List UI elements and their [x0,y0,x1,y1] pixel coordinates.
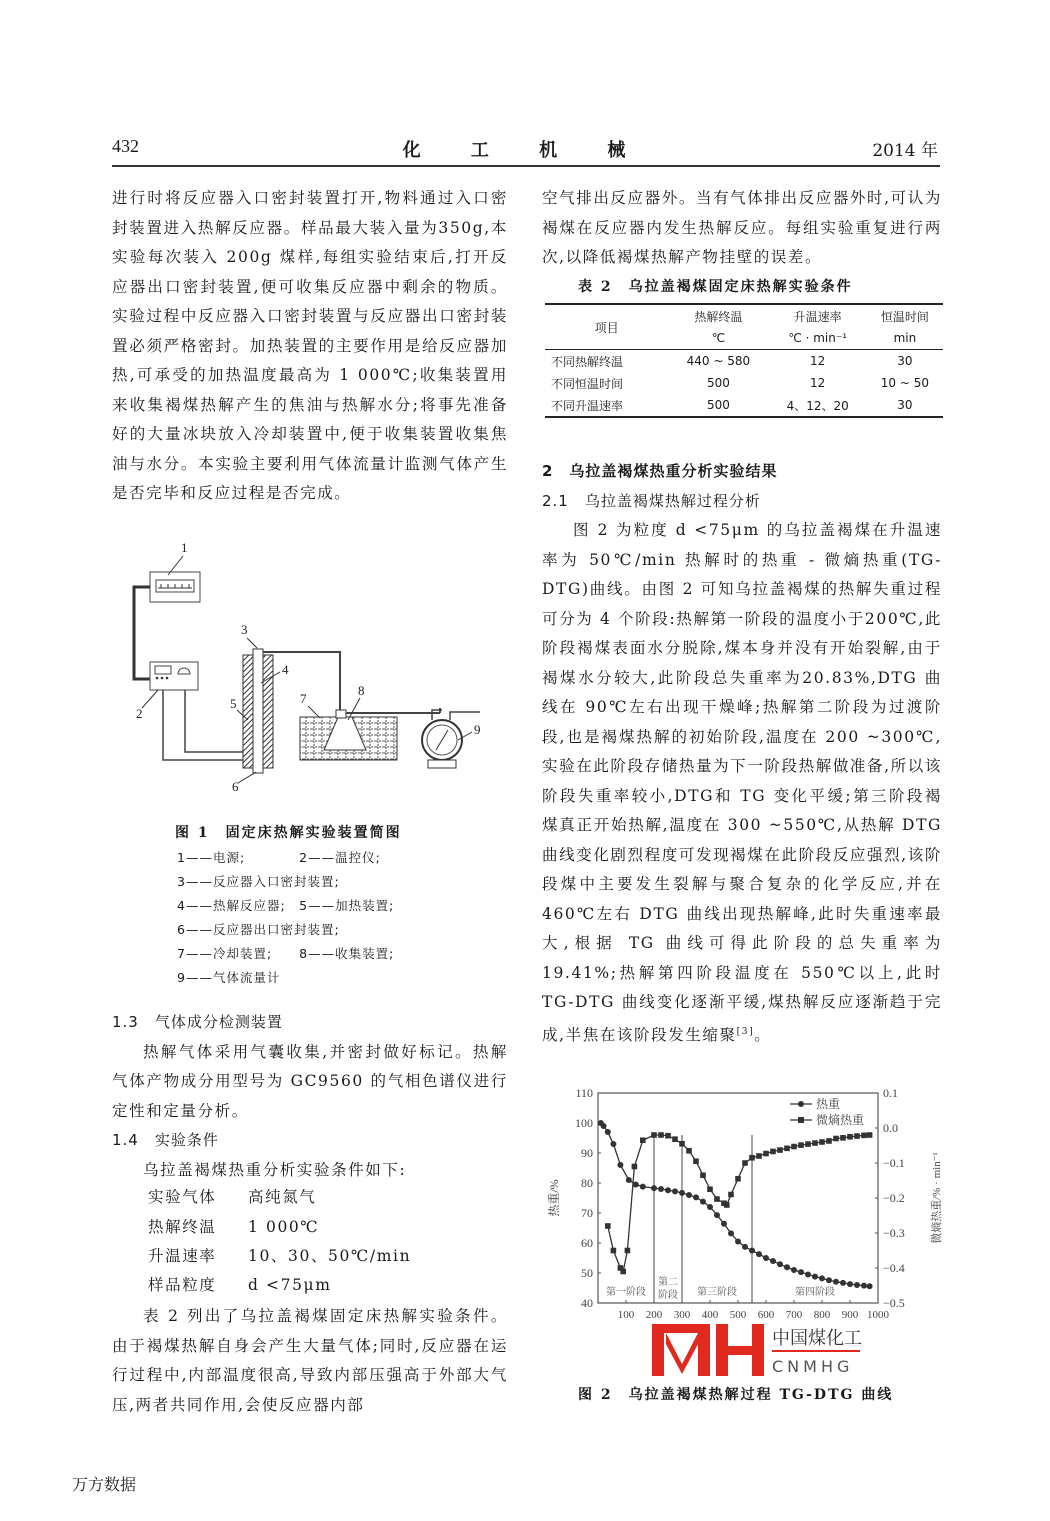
dtg-data-point [625,1248,631,1254]
y-tick-label: 90 [581,1146,593,1160]
legend-label-tg: 热重 [816,1097,841,1111]
y-right-tick-label: 0.1 [883,1086,898,1100]
table-header: 升温速率 [769,304,867,327]
journal-title: 化 工 机 械 [402,140,648,161]
condition-key: 样品粒度 [148,1276,217,1294]
dtg-data-point [847,1134,853,1140]
tg-data-point [721,1221,727,1227]
tg-data-point [700,1199,706,1205]
tg-data-point [861,1283,867,1289]
figure2-tg-dtg-chart [540,1080,950,1325]
legend-marker-tg [798,1101,804,1107]
section-2-heading: 2 乌拉盖褐煤热重分析实验结果 [542,462,778,480]
table-header: 恒温时间 [867,304,943,327]
y-right-axis-label: 微熵热重/% · min⁻¹ [931,1152,943,1244]
tg-data-point [626,1177,632,1183]
y-right-tick-label: −0.5 [883,1296,905,1310]
dtg-data-point [640,1137,646,1143]
tg-data-point [867,1283,873,1289]
dtg-data-point [605,1223,611,1229]
tg-data-point [833,1279,839,1285]
dtg-data-point [686,1148,692,1154]
condition-value: d <75μm [248,1276,332,1294]
tg-data-point [686,1192,692,1198]
tg-data-point [770,1258,776,1264]
callout-1: 1 [181,540,188,555]
y-tick-label: 50 [581,1266,593,1280]
section-2-1-heading: 2.1 乌拉盖褐煤热解过程分析 [542,491,761,510]
dtg-data-point [749,1155,755,1161]
source-footer: 万方数据 [72,1475,137,1494]
dtg-data-point [812,1140,818,1146]
stage-label: 第二 [658,1277,678,1288]
table-header-item: 项目 [545,304,668,350]
tg-data-point [791,1267,797,1273]
section-1-4-heading: 1.4 实验条件 [112,1131,219,1149]
watermark-cn: 中国煤化工 [772,1328,862,1349]
table-unit: ℃ · min⁻¹ [769,327,867,350]
legend-line: 1——电源; 2——温控仪; [177,850,381,865]
dtg-data-point [665,1133,671,1139]
table-row [545,372,943,394]
callout-6: 6 [232,779,239,794]
tg-data-point [640,1184,646,1190]
dtg-data-point [728,1192,734,1198]
y-axis-label: 热重/% [547,1179,561,1217]
y-tick-label: 40 [581,1296,593,1310]
table-unit: min [867,327,943,350]
left-column-sections [112,1008,508,1185]
condition-row [148,1273,332,1295]
dtg-data-point [770,1149,776,1155]
dtg-data-point [826,1138,832,1144]
gas-flow-meter [422,710,480,768]
temperature-controller [150,662,198,690]
cnmhg-watermark [652,1320,862,1378]
y-right-tick-label: −0.4 [883,1261,905,1275]
section-1-3-heading: 1.3 气体成分检测装置 [112,1013,283,1031]
x-tick-label: 400 [701,1309,719,1321]
tg-data-point [735,1239,741,1245]
right-column-sections [542,457,942,1050]
tg-data-point [840,1280,846,1286]
y-right-tick-label: −0.3 [883,1226,905,1240]
tg-data-point [605,1129,611,1135]
dtg-data-point [658,1132,664,1138]
tg-data-point [728,1230,734,1236]
dtg-data-point [805,1141,811,1147]
x-tick-label: 1000 [867,1309,889,1321]
body-text: 图 2 为粒度 d <75μm 的乌拉盖褐煤在升温速率为 50℃/min 热解时的热重 - 微熵热重(TG-DTG)曲线。由图 2 可知乌拉盖褐煤的热解失重过程可分为 4 个阶段:热解第一阶段的温度小于200℃,此阶段褐煤表面水分脱除,煤本身并没有开始裂解,由于褐煤水分较大,此阶段总失重率为20.83%,DTG 曲线在 90℃左右出现干燥峰;热解第二阶段为过渡阶段,也是褐煤热解的初始阶段,温度在 200 ~300℃,实验在此阶段存储热量为下一阶段热解做准备,所以该阶段失重率较小,DTG和 TG 变化平缓;第三阶段褐煤真正开始热解,温度在 300 ~550℃,从热解 DTG 曲线变化剧烈程度可发现褐煤在此阶段反应强烈,该阶段煤中主要发生裂解与聚合复杂的化学反应,并在 460℃左右 DTG 曲线出现热解峰,此时失重速率最大,根据 TG 曲线可得此阶段的总失重率为 19.41%;热解第四阶段温度在 550℃以上,此时 TG-DTG 曲线变化逐渐平缓,煤热解反应逐渐趋于完成,半焦在该阶段发生缩聚 [542,521,942,1044]
stage-label: 第一阶段 [606,1287,646,1298]
y-tick-label: 60 [581,1236,593,1250]
dtg-data-point [756,1153,762,1159]
tg-data-point [617,1162,623,1168]
legend-line: 3——反应器入口密封装置; [177,874,340,889]
power-supply [150,572,200,602]
journal-year: 2014 年 [872,141,938,161]
condition-row [148,1244,411,1266]
legend-line: 7——冷却装置; 8——收集装置; [177,946,395,961]
table-row [545,350,943,373]
tg-data-point [812,1274,818,1280]
dtg-data-point [679,1141,685,1147]
callout-5: 5 [230,696,237,711]
tg-data-point [847,1281,853,1287]
body-paragraph: 热解气体采用气囊收集,并密封做好标记。热解气体产物成分用型号为 GC9560 的气相色谱仪进行定性和定量分析。 [112,1042,508,1120]
callout-7: 7 [300,691,307,706]
y-right-tick-label: 0.0 [883,1121,898,1135]
dtg-data-point [742,1160,748,1166]
y-right-tick-label: −0.2 [883,1191,905,1205]
dtg-data-point [791,1144,797,1150]
tg-data-point [826,1277,832,1283]
legend-label-dtg: 微熵热重 [816,1113,865,1127]
tg-data-point [707,1204,713,1210]
x-tick-label: 700 [785,1309,803,1321]
watermark-en: CNMHG [772,1357,854,1376]
tg-data-point [601,1123,607,1129]
condition-key: 实验气体 [148,1188,217,1206]
dtg-data-point [714,1196,720,1202]
dtg-data-point [632,1164,638,1170]
callout-8: 8 [358,683,365,698]
table-cell: 500 [668,394,768,417]
dtg-data-point [724,1202,730,1208]
table-unit: ℃ [668,327,768,350]
dtg-data-point [693,1158,699,1164]
legend-line: 6——反应器出口密封装置; [177,922,340,937]
dtg-data-point [672,1136,678,1142]
dtg-data-point [620,1269,626,1275]
x-tick-label: 100 [617,1309,635,1321]
callout-4: 4 [282,662,289,677]
x-tick-label: 900 [841,1309,859,1321]
left-column-intro [112,184,508,509]
table-cell: 10 ~ 50 [880,376,929,390]
body-paragraph: 进行时将反应器入口密封装置打开,物料通过入口密封装置进入热解反应器。样品最大装入量为350g,本实验每次装入 200g 煤样,每组实验结束后,打开反应器出口密封装置,便可收集反应器中剩余的物质。实验过程中反应器入口密封装置与反应器出口密封装置必须严格密封。加热装置的主要作用是给反应器加热,可承受的加热温度最高为 1 000℃;收集装置用来收集褐煤热解产生的焦油与热解水分;将事先准备好的大量冰块放入冷却装置中,便于收集装置收集焦油与水分。本实验主要利用气体流量计监测气体产生是否完毕和反应过程是否完成。 [112,189,508,502]
y-tick-label: 110 [575,1086,593,1100]
tg-data-point [763,1255,769,1261]
y-tick-label: 80 [581,1176,593,1190]
tg-data-point [610,1141,616,1147]
dtg-data-point [833,1136,839,1142]
condition-key: 热解终温 [148,1218,217,1236]
dtg-data-point [840,1135,846,1141]
stage-label: 第四阶段 [795,1287,835,1298]
y-tick-label: 70 [581,1206,593,1220]
x-tick-label: 600 [757,1309,775,1321]
table-header: 热解终温 [668,304,768,327]
body-paragraph: 表 2 列出了乌拉盖褐煤固定床热解实验条件。由于褐煤热解自身会产生大量气体;同时,反应器在运行过程中,内部温度很高,导致内部压强高于外部大气压,两者共同作用,会使反应器内部 [112,1307,508,1414]
dtg-data-point [735,1176,741,1182]
table-cell: 不同恒温时间 [551,376,624,391]
tg-data-point [672,1188,678,1194]
dtg-data-point [611,1248,617,1254]
dtg-data-point [651,1132,657,1138]
tg-data-point [651,1185,657,1191]
table-cell: 不同升温速率 [545,394,668,417]
body-paragraph: 空气排出反应器外。当有气体排出反应器外时,可认为褐煤在反应器内发生热解反应。每组实验重复进行两次,以降低褐煤热解产物挂壁的误差。 [542,189,942,266]
y-right-tick-label: −0.1 [883,1156,905,1170]
tg-data-point [756,1251,762,1257]
x-tick-label: 800 [813,1309,831,1321]
tg-data-point [714,1212,720,1218]
dtg-data-point [861,1133,867,1139]
power-cable [134,587,150,679]
table-cell: 不同热解终温 [551,354,624,369]
dtg-data-point [784,1146,790,1152]
period: 。 [754,1025,772,1044]
tg-data-point [819,1275,825,1281]
table2-conditions [545,303,943,418]
table-cell: 30 [867,394,943,417]
tg-data-point [805,1272,811,1278]
tg-data-point [749,1248,755,1254]
dtg-data-point [707,1186,713,1192]
header-rule [112,165,940,167]
stage-label: 第三阶段 [697,1287,737,1298]
table-cell: 440 ~ 580 [686,354,751,368]
tg-data-point [854,1282,860,1288]
table-cell: 12 [810,376,826,390]
dtg-data-point [700,1172,706,1178]
y-tick-label: 100 [575,1116,593,1130]
dtg-data-point [798,1142,804,1148]
callout-9: 9 [474,722,481,737]
running-header [112,136,938,162]
body-paragraph: 乌拉盖褐煤热重分析实验条件如下: [143,1160,407,1179]
figure1-legend [177,846,394,990]
table-row [545,394,943,417]
table-cell: 4、12、20 [769,394,867,417]
figure1-apparatus-diagram [120,540,500,810]
condition-value: 10、30、50℃/min [248,1247,412,1265]
tg-data-point [742,1244,748,1250]
x-tick-label: 500 [729,1309,747,1321]
dtg-data-point [867,1132,873,1138]
table-cell: 30 [897,354,913,368]
watermark-logo [652,1320,862,1378]
right-column-intro [542,184,942,273]
figure1-caption: 图 1 固定床热解实验装置简图 [175,825,402,841]
table-cell: 12 [810,354,826,368]
tg-data-point [693,1194,699,1200]
x-tick-label: 300 [673,1309,691,1321]
condition-key: 升温速率 [148,1247,217,1265]
tg-data-point [658,1186,664,1192]
x-tick-label: 200 [645,1309,663,1321]
stage-label: 阶段 [658,1290,678,1301]
legend-line: 9——气体流量计 [177,970,281,985]
body-paragraph [542,516,942,1050]
citation: [3] [736,1026,755,1037]
condition-row [148,1215,319,1237]
tg-data-point [784,1264,790,1270]
page-number: 432 [112,136,139,156]
condition-value: 高纯氮气 [248,1188,317,1206]
tg-data-point [777,1261,783,1267]
tg-data-point [679,1190,685,1196]
condition-row [148,1185,316,1207]
legend-line: 4——热解反应器; 5——加热装置; [177,898,395,913]
legend-marker-dtg [798,1117,804,1123]
tg-data-point [665,1187,671,1193]
pyrolysis-reactor [253,649,263,773]
condition-value: 1 000℃ [248,1218,320,1236]
callout-2: 2 [136,706,143,721]
tg-data-point [798,1269,804,1275]
dtg-data-point [777,1147,783,1153]
left-column-end [112,1302,508,1420]
figure2-caption: 图 2 乌拉盖褐煤热解过程 TG-DTG 曲线 [578,1387,894,1403]
table2-caption: 表 2 乌拉盖褐煤固定床热解实验条件 [578,279,853,295]
dtg-data-point [819,1139,825,1145]
dtg-data-point [854,1133,860,1139]
callout-3: 3 [241,622,248,637]
dtg-data-point [763,1151,769,1157]
series-line-dtg [608,1135,870,1272]
table-cell: 500 [706,376,730,390]
